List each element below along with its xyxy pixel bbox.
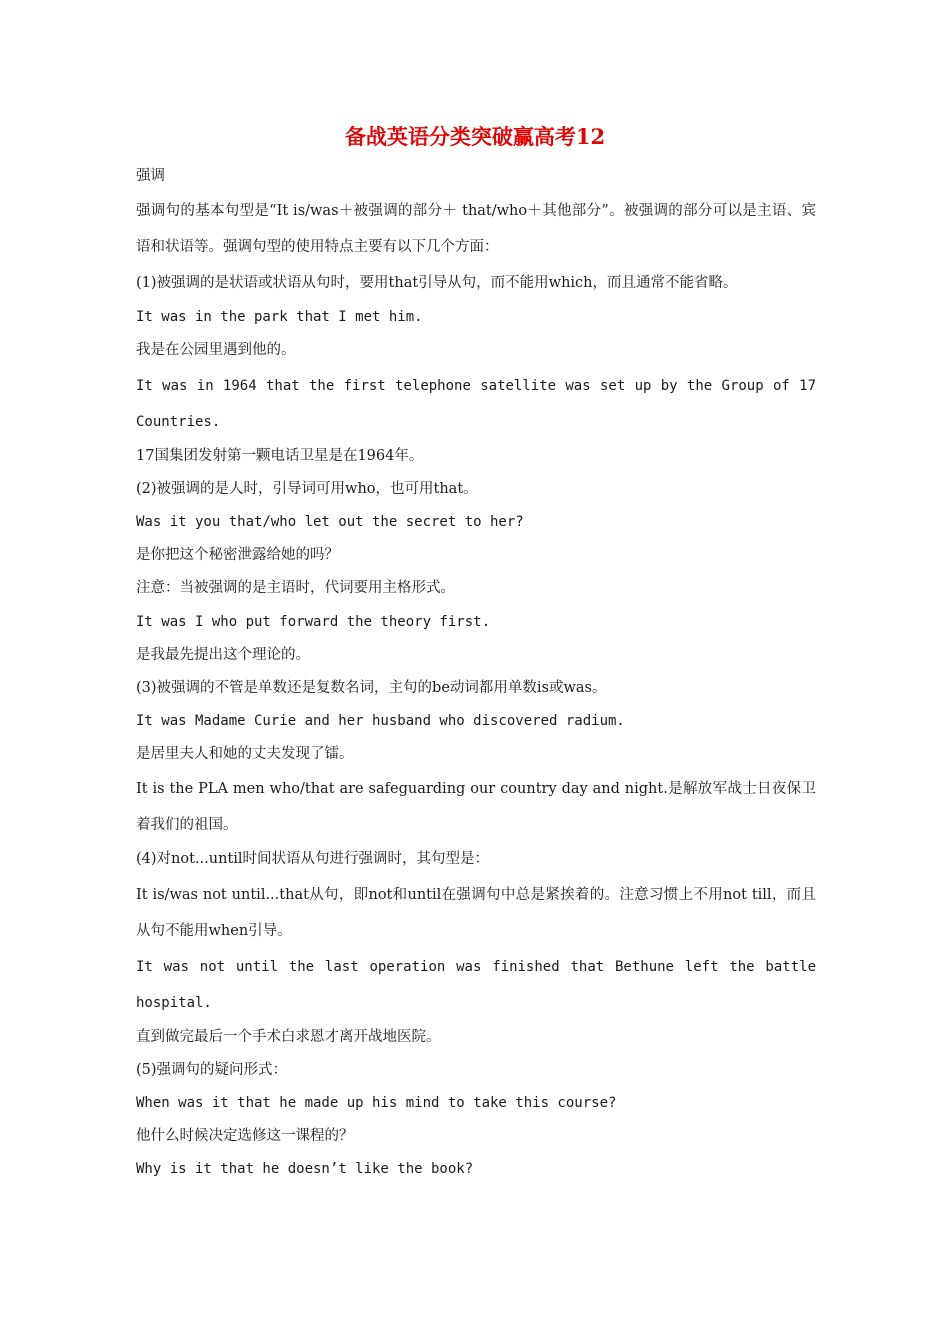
example-translation: 我是在公园里遇到他的。 — [136, 342, 296, 359]
example-sentence: It was I who put forward the theory first. — [136, 613, 491, 630]
rule-5: (5)强调句的疑问形式： — [136, 1061, 288, 1078]
example-sentence: Was it you that/who let out the secret to her? — [136, 513, 524, 530]
example-sentence: It was in the park that I met him. — [136, 309, 423, 326]
section-heading: 强调 — [136, 168, 165, 184]
rule-4: (4)对not...until时间状语从句进行强调时，其句型是： — [136, 851, 490, 868]
rule-3: (3)被强调的不管是单数还是复数名词，主句的be动词都用单数is或was。 — [136, 679, 607, 696]
example-sentence: Why is it that he doesn’t like the book? — [136, 1161, 474, 1178]
note: 注意：当被强调的是主语时，代词要用主格形式。 — [136, 580, 455, 597]
document-title: 备战英语分类突破赢高考12 — [344, 124, 606, 149]
example-translation: 是我最先提出这个理论的。 — [136, 646, 310, 663]
example-translation: 是你把这个秘密泄露给她的吗？ — [136, 547, 339, 564]
example-with-translation: It is the PLA men who/that are safeguarding our country day and night.是解放军战士日夜保卫着我们的祖国。 — [136, 781, 816, 834]
paragraph-intro: 强调句的基本句型是“It is/was＋被强调的部分＋ that/who＋其他部分”。被强调的部分可以是主语、宾语和状语等。强调句型的使用特点主要有以下几个方面： — [136, 203, 816, 256]
example-translation: 他什么时候决定选修这一课程的？ — [136, 1128, 354, 1145]
rule-2: (2)被强调的是人时，引导词可用who，也可用that。 — [136, 480, 478, 497]
example-sentence: It was Madame Curie and her husband who discovered radium. — [136, 713, 625, 730]
document-body — [136, 160, 816, 1187]
example-sentence: It was not until the last operation was finished that Bethune left the battle hospital. — [136, 958, 816, 1011]
example-sentence: It was in 1964 that the first telephone satellite was set up by the Group of 17 Countries. — [136, 377, 816, 430]
rule-4-detail: It is/was not until...that从句，即not和until在强调句中总是紧挨着的。注意习惯上不用not till，而且从句不能用when引导。 — [136, 886, 816, 939]
example-sentence: When was it that he made up his mind to take this course? — [136, 1095, 617, 1111]
example-translation: 17国集团发射第一颗电话卫星是在1964年。 — [136, 447, 424, 464]
example-translation: 是居里夫人和她的丈夫发现了镭。 — [136, 746, 354, 763]
rule-1: (1)被强调的是状语或状语从句时，要用that引导从句，而不能用which，而且通常不能省略。 — [136, 275, 738, 292]
example-translation: 直到做完最后一个手术白求恩才离开战地医院。 — [136, 1028, 441, 1045]
